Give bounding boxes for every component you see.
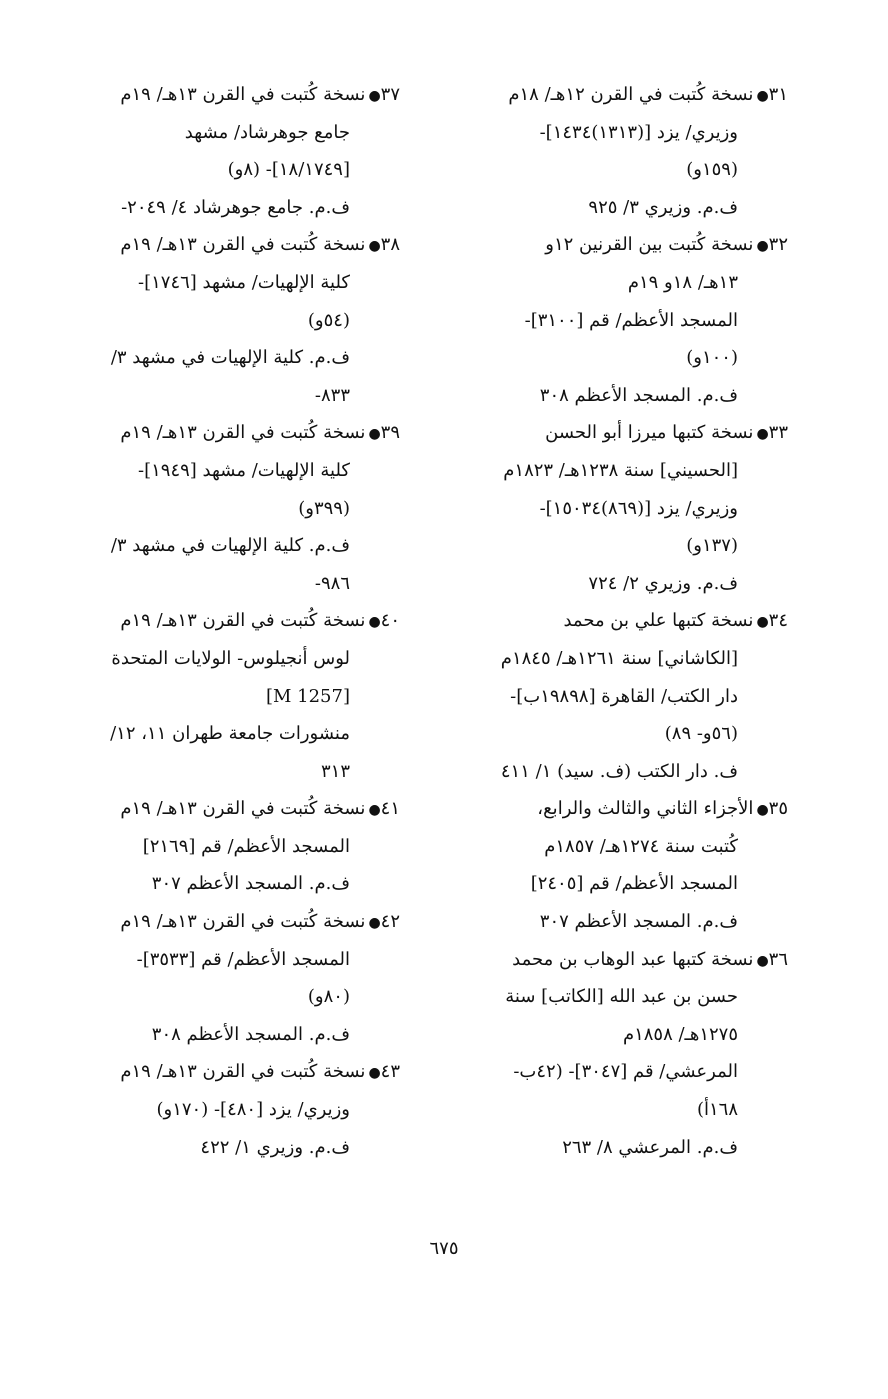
entry-text: نسخة كُتبت في القرن ١٣هـ/ ١٩م bbox=[120, 911, 366, 933]
manuscript-entry bbox=[438, 226, 788, 414]
entry-number: ٣٩ bbox=[380, 422, 400, 444]
entry-line: المرعشي/ قم [٣٠٤٧]- (٤٢ب- bbox=[513, 1061, 738, 1083]
entry-text: نسخة كُتبت في القرن ١٣هـ/ ١٩م bbox=[120, 234, 366, 256]
entry-line: (١٥٩و) bbox=[686, 159, 738, 181]
entry-text: نسخة كُتبت في القرن ١٣هـ/ ١٩م bbox=[120, 84, 366, 105]
entry-line: ٩٨٦- bbox=[314, 572, 350, 594]
entry-first-line bbox=[55, 226, 400, 264]
entry-line: ف.م. كلية الإلهيات في مشهد ٣/ bbox=[110, 535, 350, 557]
entry-line: ف.م. المسجد الأعظم ٣٠٨ bbox=[539, 384, 738, 406]
entry-first-line bbox=[55, 1053, 400, 1091]
entry-text: نسخة كُتبت في القرن ١٣هـ/ ١٩م bbox=[120, 422, 366, 444]
entry-first-line bbox=[438, 226, 788, 264]
entry-line: ٣١٣ bbox=[320, 760, 350, 782]
entry-line: كلية الإلهيات/ مشهد [١٩٤٩]- bbox=[138, 459, 350, 481]
entry-line: المسجد الأعظم/ قم [٣١٠٠]- bbox=[524, 309, 738, 331]
bullet-icon: ● bbox=[368, 1065, 381, 1082]
bullet-icon: ● bbox=[756, 802, 769, 819]
entry-line: ف.م. كلية الإلهيات في مشهد ٣/ bbox=[110, 347, 350, 369]
bullet-icon: ● bbox=[368, 426, 381, 443]
entry-text: نسخة كُتبت في القرن ١٣هـ/ ١٩م bbox=[120, 798, 366, 820]
entry-line: وزيري/ يزد [(١٣١٣)١٤٣٤]- bbox=[539, 121, 738, 143]
bullet-icon: ● bbox=[368, 88, 381, 104]
entry-number: ٣٣ bbox=[768, 422, 788, 444]
entry-number: ٣٤ bbox=[768, 610, 788, 632]
bullet-icon: ● bbox=[756, 614, 769, 631]
manuscript-entry bbox=[55, 1053, 400, 1166]
entry-line: لوس أنجيلوس- الولايات المتحدة bbox=[111, 647, 350, 669]
entry-number: ٣٧ bbox=[380, 84, 400, 105]
entry-text: نسخة كتبها علي بن محمد bbox=[563, 610, 754, 632]
entry-text: الأجزاء الثاني والثالث والرابع، bbox=[537, 798, 754, 820]
entry-number: ٤١ bbox=[380, 798, 400, 820]
bullet-icon: ● bbox=[756, 88, 769, 104]
entry-line: ١٣هـ/ ١٨و ١٩م bbox=[627, 271, 738, 293]
bullet-icon: ● bbox=[756, 238, 769, 255]
entry-text: نسخة كُتبت في القرن ١٢هـ/ ١٨م bbox=[508, 84, 754, 105]
entry-line: (٥٦و- ٨٩) bbox=[664, 723, 738, 745]
entry-number: ٤٢ bbox=[380, 911, 400, 933]
manuscript-entry bbox=[55, 226, 400, 414]
entry-line: ف. دار الكتب (ف. سيد) ١/ ٤١١ bbox=[500, 760, 738, 782]
entry-first-line bbox=[55, 414, 400, 452]
entry-line: ٨٣٣- bbox=[314, 384, 350, 406]
bullet-icon: ● bbox=[368, 238, 381, 255]
entry-text: نسخة كُتبت في القرن ١٣هـ/ ١٩م bbox=[120, 1061, 366, 1083]
manuscript-entry bbox=[55, 790, 400, 903]
entry-number: ٣٦ bbox=[768, 948, 788, 970]
bullet-icon: ● bbox=[368, 915, 381, 932]
entry-line: جامع جوهرشاد/ مشهد bbox=[184, 121, 350, 143]
entry-line: المسجد الأعظم/ قم [٣٥٣٣]- bbox=[136, 948, 350, 970]
page-number: ٦٧٥ bbox=[429, 1238, 459, 1259]
entry-line: ١٦٨أ) bbox=[696, 1099, 738, 1121]
manuscript-entry bbox=[438, 941, 788, 1167]
entry-first-line bbox=[438, 76, 788, 114]
entry-number: ٤٠ bbox=[380, 610, 400, 632]
entry-line: (٨٠و) bbox=[307, 986, 350, 1008]
entry-text: نسخة كتبها عبد الوهاب بن محمد bbox=[512, 948, 754, 970]
entry-first-line bbox=[438, 941, 788, 979]
bullet-icon: ● bbox=[756, 426, 769, 443]
entry-first-line bbox=[438, 602, 788, 640]
entry-number: ٤٣ bbox=[380, 1061, 400, 1083]
entry-line: ف.م. المسجد الأعظم ٣٠٨ bbox=[151, 1023, 350, 1045]
entry-line: [١٨/١٧٤٩]- (٨و) bbox=[227, 159, 350, 181]
entry-first-line bbox=[55, 790, 400, 828]
entry-line: كُتبت سنة ١٢٧٤هـ/ ١٨٥٧م bbox=[544, 835, 738, 857]
entry-line: [الحسيني] سنة ١٢٣٨هـ/ ١٨٢٣م bbox=[503, 459, 738, 481]
entry-number: ٣٨ bbox=[380, 234, 400, 256]
entry-line: ف.م. وزيري ٢/ ٧٢٤ bbox=[588, 572, 738, 594]
entry-text: نسخة كتبها ميرزا أبو الحسن bbox=[545, 422, 754, 444]
bullet-icon: ● bbox=[368, 614, 381, 631]
manuscript-entry bbox=[55, 76, 400, 226]
entry-first-line bbox=[438, 414, 788, 452]
entry-line: (١٠٠و) bbox=[686, 347, 738, 369]
entry-number: ٣٢ bbox=[768, 234, 788, 256]
entry-line: المسجد الأعظم/ قم [٢٤٠٥] bbox=[530, 873, 738, 895]
entry-line: كلية الإلهيات/ مشهد [١٧٤٦]- bbox=[138, 271, 350, 293]
entry-line: ف.م. جامع جوهرشاد ٤/ ٢٠٤٩- bbox=[121, 196, 350, 218]
entry-line: [الكاشاني] سنة ١٢٦١هـ/ ١٨٤٥م bbox=[500, 647, 738, 669]
entry-line: حسن بن عبد الله [الكاتب] سنة bbox=[505, 986, 738, 1008]
entry-line: ف.م. المسجد الأعظم ٣٠٧ bbox=[539, 911, 738, 933]
entry-line: ف.م. وزيري ١/ ٤٢٢ bbox=[200, 1136, 350, 1158]
entry-first-line bbox=[438, 790, 788, 828]
bullet-icon: ● bbox=[368, 802, 381, 819]
entry-first-line bbox=[55, 602, 400, 640]
entry-line: (٥٤و) bbox=[307, 309, 350, 331]
manuscript-entry bbox=[438, 602, 788, 790]
entry-line: دار الكتب/ القاهرة [١٩٨٩٨ب]- bbox=[510, 685, 738, 707]
manuscript-entry bbox=[438, 76, 788, 226]
entry-first-line bbox=[55, 903, 400, 941]
manuscript-entry bbox=[55, 903, 400, 1053]
left-column bbox=[55, 76, 400, 1166]
entry-line: ف.م. المرعشي ٨/ ٢٦٣ bbox=[562, 1136, 738, 1158]
entry-line: (٣٩٩و) bbox=[298, 497, 350, 519]
bullet-icon: ● bbox=[756, 952, 769, 969]
entry-line: منشورات جامعة طهران ١١، ١٢/ bbox=[110, 723, 350, 745]
manuscript-entry bbox=[438, 414, 788, 602]
entry-line: [M 1257] bbox=[265, 685, 350, 707]
entry-first-line bbox=[55, 76, 400, 114]
manuscript-entry bbox=[55, 602, 400, 790]
entry-line: (١٣٧و) bbox=[686, 535, 738, 557]
entry-number: ٣٥ bbox=[768, 798, 788, 820]
right-column bbox=[438, 76, 788, 1166]
entry-text: نسخة كُتبت بين القرنين ١٢و bbox=[545, 234, 754, 256]
entry-line: وزيري/ يزد [(٨٦٩)١٥٠٣٤]- bbox=[539, 497, 738, 519]
entry-line: ف.م. وزيري ٣/ ٩٢٥ bbox=[588, 196, 738, 218]
entry-number: ٣١ bbox=[768, 84, 788, 105]
manuscript-entry bbox=[55, 414, 400, 602]
entry-line: المسجد الأعظم/ قم [٢١٦٩] bbox=[142, 835, 350, 857]
manuscript-entry bbox=[438, 790, 788, 940]
entry-line: ١٢٧٥هـ/ ١٨٥٨م bbox=[622, 1023, 738, 1045]
entry-line: وزيري/ يزد [٤٨٠]- (١٧٠و) bbox=[156, 1099, 350, 1121]
entry-line: ف.م. المسجد الأعظم ٣٠٧ bbox=[151, 873, 350, 895]
entry-text: نسخة كُتبت في القرن ١٣هـ/ ١٩م bbox=[120, 610, 366, 632]
